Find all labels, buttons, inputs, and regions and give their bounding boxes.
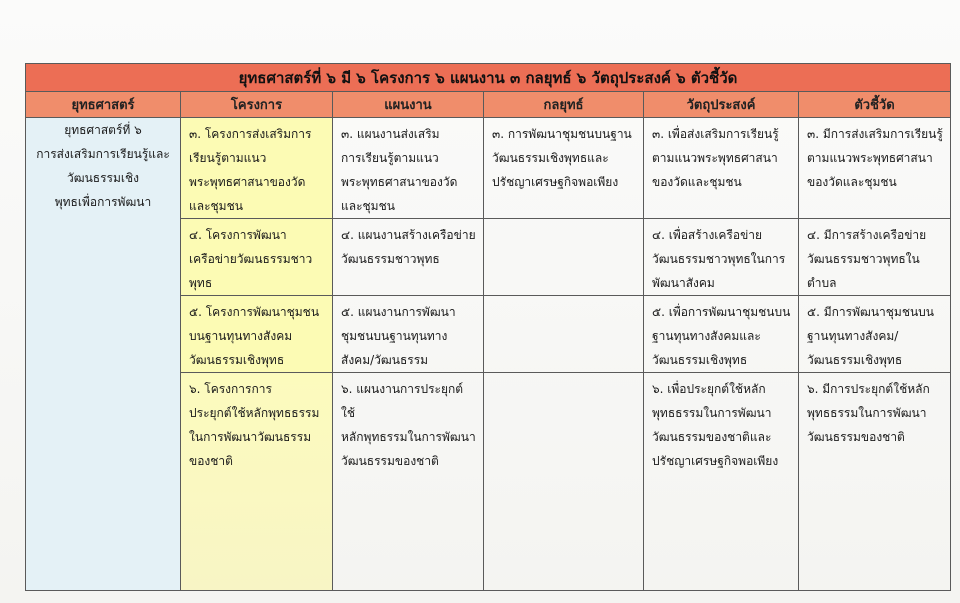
header-indicator: ตัวชี้วัด [799,92,951,118]
indicator-cell [799,219,951,296]
project-cell [181,118,333,219]
objective-text: ๖. เพื่อประยุกต์ใช้หลัก พุทธธรรมในการพัฒนา วัฒนธรรมของชาติและ ปรัชญาเศรษฐกิจพอเพียง [652,382,779,468]
table-title: ยุทธศาสตร์ที่ ๖ มี ๖ โครงการ ๖ แผนงาน ๓ กลยุทธ์ ๖ วัตถุประสงค์ ๖ ตัวชี้วัด [26,64,951,92]
plan-cell [333,118,484,219]
indicator-cell [799,296,951,373]
indicator-cell [799,118,951,219]
header-row [26,92,951,118]
strategy-table [25,63,951,591]
strategy-cell [26,118,181,591]
plan-text: ๓. แผนงานส่งเสริม การเรียนรู้ตามแนว พระพุทธศาสนาของวัด และชุมชน [341,127,458,213]
indicator-text: ๔. มีการสร้างเครือข่าย วัฒนธรรมชาวพุทธใน ตำบล [807,228,927,290]
objective-cell [644,118,799,219]
indicator-text: ๓. มีการส่งเสริมการเรียนรู้ ตามแนวพระพุทธศาสนา ของวัดและชุมชน [807,127,943,189]
project-text: ๖. โครงการการ ประยุกต์ใช้หลักพุทธธรรม ในการพัฒนาวัฒนธรรม ของชาติ [189,382,320,468]
tactic-text [484,219,643,223]
indicator-cell [799,373,951,591]
strategy-text: ยุทธศาสตร์ที่ ๖ การส่งเสริมการเรียนรู้และ วัฒนธรรมเชิง พุทธเพื่อการพัฒนา [36,123,170,209]
tactic-cell [484,219,644,296]
project-cell [181,373,333,591]
objective-cell [644,219,799,296]
tactic-cell [484,118,644,219]
tactic-text: ๓. การพัฒนาชุมชนบนฐาน วัฒนธรรมเชิงพุทธและ ปรัชญาเศรษฐกิจพอเพียง [492,127,632,189]
tactic-text [484,296,643,300]
objective-text: ๔. เพื่อสร้างเครือข่าย วัฒนธรรมชาวพุทธในการ พัฒนาสังคม [652,228,786,290]
project-text: ๕. โครงการพัฒนาชุมชน บนฐานทุนทางสังคม วัฒนธรรมเชิงพุทธ [189,305,320,367]
header-project: โครงการ [181,92,333,118]
objective-cell [644,296,799,373]
tactic-text [484,373,643,377]
plan-text: ๕. แผนงานการพัฒนา ชุมชนบนฐานทุนทาง สังคม/วัฒนธรรม [341,305,456,367]
plan-text: ๖. แผนงานการประยุกต์ใช้ หลักพุทธรรมในการพัฒนา วัฒนธรรมของชาติ [341,382,476,468]
project-cell [181,296,333,373]
indicator-text: ๕. มีการพัฒนาชุมชนบน ฐานทุนทางสังคม/ วัฒนธรรมเชิงพุทธ [807,305,934,367]
indicator-text: ๖. มีการประยุกต์ใช้หลัก พุทธธรรมในการพัฒนา วัฒนธรรมของชาติ [807,382,930,444]
title-row [26,64,951,92]
header-tactic: กลยุทธ์ [484,92,644,118]
header-strategy: ยุทธศาสตร์ [26,92,181,118]
tactic-cell [484,296,644,373]
header-objective: วัตถุประสงค์ [644,92,799,118]
plan-cell [333,296,484,373]
plan-cell [333,373,484,591]
project-cell [181,219,333,296]
plan-cell [333,219,484,296]
plan-text: ๔. แผนงานสร้างเครือข่าย วัฒนธรรมชาวพุทธ [341,228,476,266]
objective-text: ๕. เพื่อการพัฒนาชุมชนบน ฐานทุนทางสังคมและ วัฒนธรรมเชิงพุทธ [652,305,791,367]
table-row [26,118,951,219]
project-text: ๔. โครงการพัฒนา เครือข่ายวัฒนธรรมชาว พุทธ [189,228,313,290]
header-plan: แผนงาน [333,92,484,118]
tactic-cell [484,373,644,591]
objective-text: ๓. เพื่อส่งเสริมการเรียนรู้ ตามแนวพระพุทธศาสนา ของวัดและชุมชน [652,127,779,189]
project-text: ๓. โครงการส่งเสริมการ เรียนรู้ตามแนว พระพุทธศาสนาของวัด และชุมชน [189,127,312,213]
objective-cell [644,373,799,591]
